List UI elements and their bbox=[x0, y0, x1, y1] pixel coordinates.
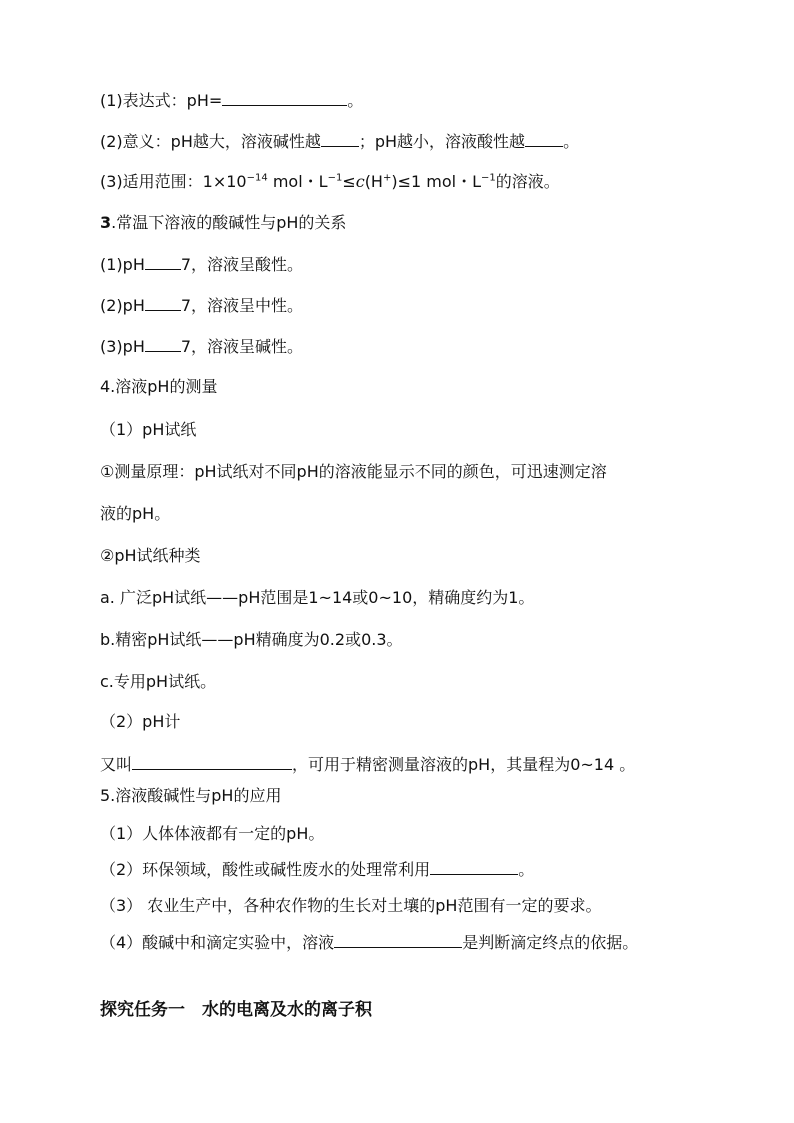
ph-meter-line: 又叫 ，可用于精密测量溶液的pH，其量程为0~14 。 bbox=[100, 755, 636, 774]
relation-acidic: (1)pH 7，溶液呈酸性。 bbox=[100, 255, 304, 274]
subheading-ph-paper: （1）pH试纸 bbox=[100, 420, 197, 439]
answer-blank[interactable] bbox=[430, 859, 518, 875]
subheading-ph-meter: （2）pH计 bbox=[100, 712, 181, 731]
section-heading-5: 5.溶液酸碱性与pH的应用 bbox=[100, 786, 282, 805]
meaning-line: (2)意义：pH越大，溶液碱性越 ；pH越小，溶液酸性越 。 bbox=[100, 132, 580, 151]
answer-blank[interactable] bbox=[321, 131, 359, 147]
paper-type-c: c.专用pH试纸。 bbox=[100, 672, 217, 691]
paper-type-b: b.精密pH试纸——pH精确度为0.2或0.3。 bbox=[100, 630, 403, 649]
application-4: （4）酸碱中和滴定实验中，溶液 是判断滴定终点的依据。 bbox=[100, 933, 639, 952]
answer-blank[interactable] bbox=[145, 254, 181, 270]
relation-neutral: (2)pH 7，溶液呈中性。 bbox=[100, 296, 304, 315]
application-2: （2）环保领域，酸性或碱性废水的处理常利用 。 bbox=[100, 860, 535, 879]
principle-line-2: 液的pH。 bbox=[100, 504, 171, 523]
relation-basic: (3)pH 7，溶液呈碱性。 bbox=[100, 337, 304, 356]
expression-line: (1)表达式：pH= 。 bbox=[100, 91, 364, 110]
range-line: (3)适用范围：$1\times 10^{-14}$ mol・$L^{-1}\le c(H^+)\le 1$ mol・$L^{-1}$的溶液。 bbox=[100, 172, 560, 191]
paper-types-heading: ②pH试纸种类 bbox=[100, 546, 201, 565]
principle-line-1: ①测量原理：pH试纸对不同pH的溶液能显示不同的颜色，可迅速测定溶 bbox=[100, 462, 607, 481]
section-heading-4: 4.溶液pH的测量 bbox=[100, 377, 218, 396]
paper-type-a: a. 广泛pH试纸——pH范围是1~14或0~10，精确度约为1。 bbox=[100, 588, 535, 607]
answer-blank[interactable] bbox=[222, 90, 347, 106]
answer-blank[interactable] bbox=[145, 295, 181, 311]
answer-blank[interactable] bbox=[525, 131, 563, 147]
answer-blank[interactable] bbox=[132, 754, 292, 770]
answer-blank[interactable] bbox=[145, 336, 181, 352]
task-heading: 探究任务一 水的电离及水的离子积 bbox=[100, 1000, 372, 1020]
application-1: （1）人体体液都有一定的pH。 bbox=[100, 824, 325, 843]
application-3: （3） 农业生产中，各种农作物的生长对土壤的pH范围有一定的要求。 bbox=[100, 896, 602, 915]
section-heading-3: 3.常温下溶液的酸碱性与pH的关系 bbox=[100, 213, 347, 232]
answer-blank[interactable] bbox=[334, 932, 462, 948]
